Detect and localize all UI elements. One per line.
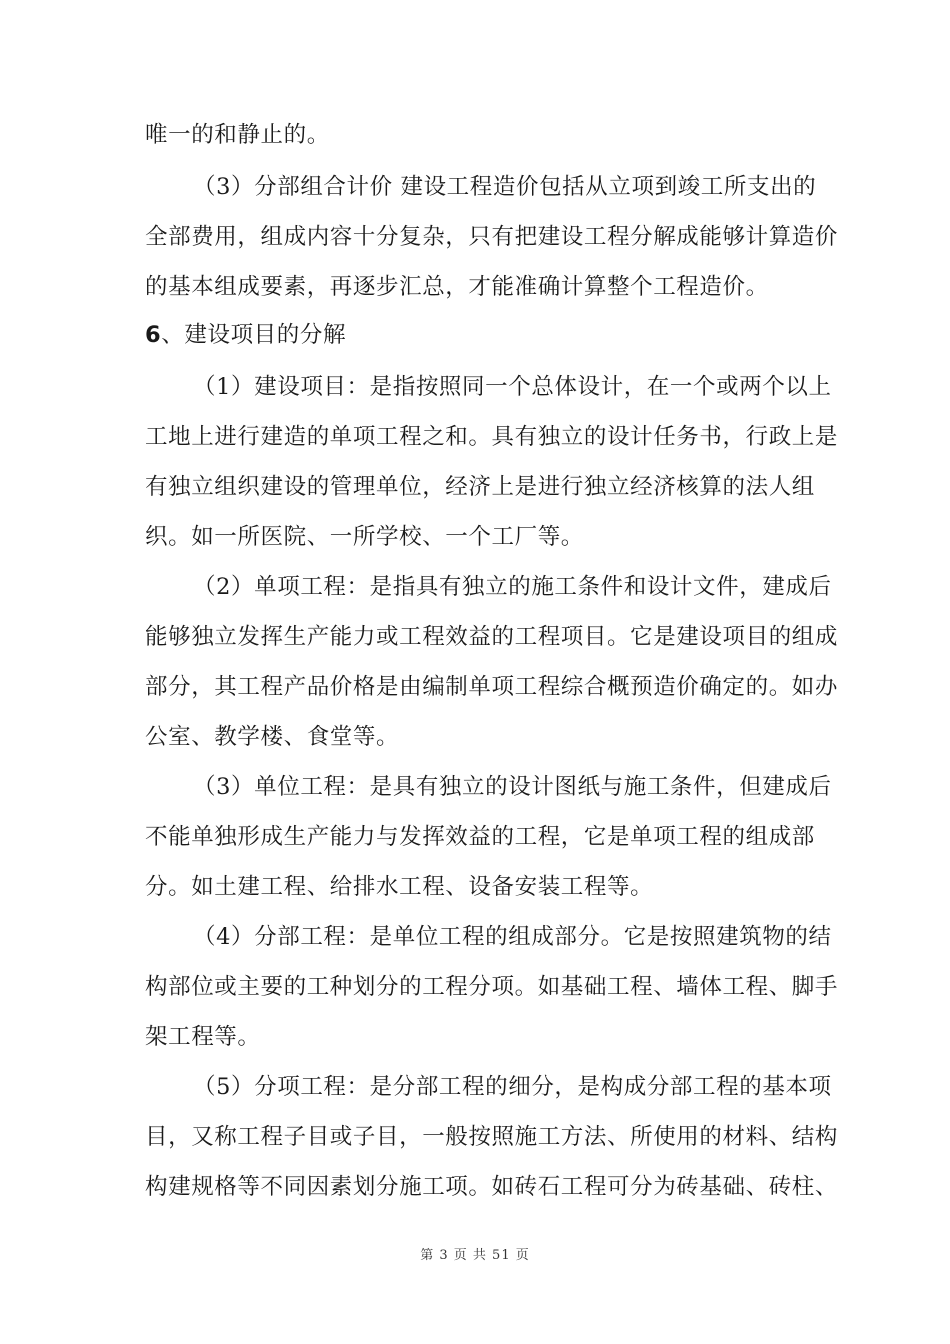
paragraph-line: 公室、教学楼、食堂等。 <box>145 724 400 750</box>
paragraph-line: （1）建设项目：是指按照同一个总体设计，在一个或两个以上 <box>193 374 832 400</box>
paragraph-line: 不能单独形成生产能力与发挥效益的工程，它是单项工程的组成部 <box>145 824 815 850</box>
paragraph-line: 全部费用，组成内容十分复杂，只有把建设工程分解成能够计算造价 <box>145 224 839 250</box>
paragraph-line: 唯一的和静止的。 <box>145 122 330 148</box>
paragraph-line: 架工程等。 <box>145 1024 261 1050</box>
paragraph-line: 有独立组织建设的管理单位，经济上是进行独立经济核算的法人组 <box>145 474 815 500</box>
paragraph-line: 部分，其工程产品价格是由编制单项工程综合概预造价确定的。如办 <box>145 674 839 700</box>
paragraph-line: 分。如土建工程、给排水工程、设备安装工程等。 <box>145 874 654 900</box>
paragraph-line: （3）单位工程：是具有独立的设计图纸与施工条件，但建成后 <box>193 774 832 800</box>
paragraph-line: （2）单项工程：是指具有独立的施工条件和设计文件，建成后 <box>193 574 832 600</box>
paragraph-line: （4）分部工程：是单位工程的组成部分。它是按照建筑物的结 <box>193 924 832 950</box>
paragraph-line: 能够独立发挥生产能力或工程效益的工程项目。它是建设项目的组成 <box>145 624 839 650</box>
page-footer: 第 3 页 共 51 页 <box>420 1248 530 1263</box>
section-heading <box>145 320 815 350</box>
section-heading-number: 6 <box>145 322 162 348</box>
paragraph-line: 构建规格等不同因素划分施工项。如砖石工程可分为砖基础、砖柱、 <box>145 1174 839 1200</box>
paragraph-line: 构部位或主要的工种划分的工程分项。如基础工程、墙体工程、脚手 <box>145 974 839 1000</box>
paragraph-line: 织。如一所医院、一所学校、一个工厂等。 <box>145 524 584 550</box>
paragraph-line: 工地上进行建造的单项工程之和。具有独立的设计任务书，行政上是 <box>145 424 839 450</box>
paragraph-line: （5）分项工程：是分部工程的细分，是构成分部工程的基本项 <box>193 1074 832 1100</box>
paragraph-line: 的基本组成要素，再逐步汇总，才能准确计算整个工程造价。 <box>145 274 769 300</box>
paragraph-line: （3）分部组合计价 建设工程造价包括从立项到竣工所支出的 <box>193 174 817 200</box>
paragraph-line: 目，又称工程子目或子目，一般按照施工方法、所使用的材料、结构 <box>145 1124 839 1150</box>
section-heading-text: 、建设项目的分解 <box>161 322 347 348</box>
